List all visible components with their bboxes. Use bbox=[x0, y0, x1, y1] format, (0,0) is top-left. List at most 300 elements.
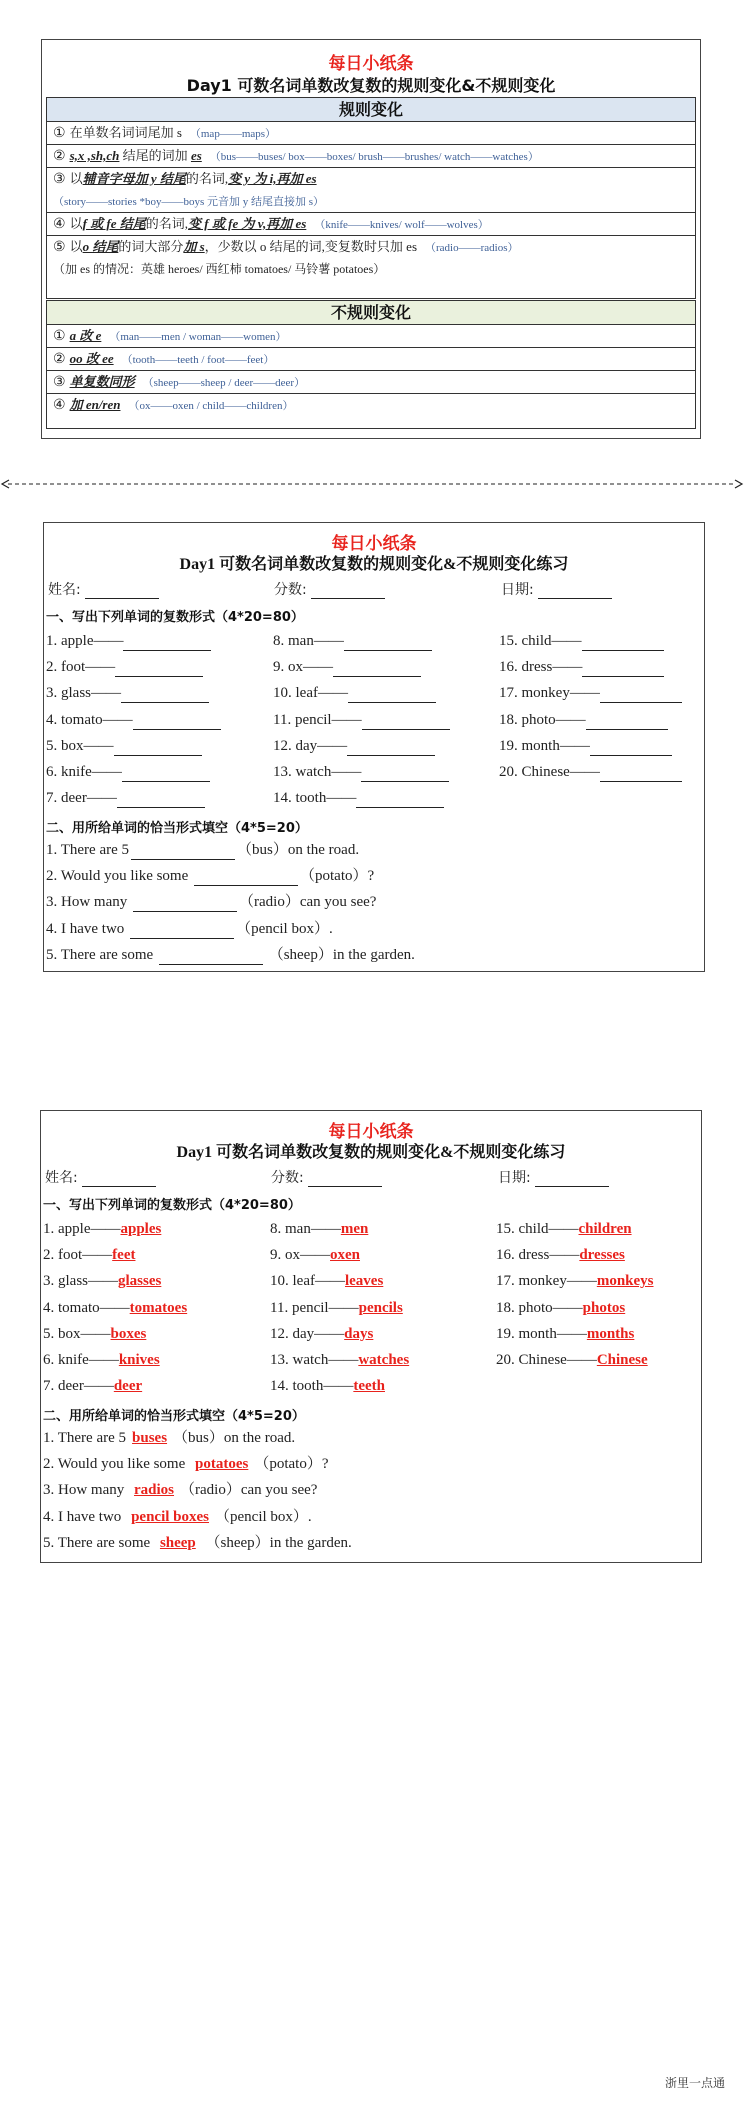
word-item bbox=[270, 1245, 360, 1265]
word-item bbox=[270, 1219, 368, 1239]
word-number: 18. bbox=[496, 1299, 515, 1316]
word-text: knife bbox=[61, 764, 92, 780]
word-item bbox=[46, 683, 209, 703]
dash: —— bbox=[569, 685, 600, 702]
word-text: dress bbox=[518, 1247, 550, 1264]
dash: —— bbox=[556, 1325, 587, 1342]
footer-brand: 浙里一点通 bbox=[665, 2076, 726, 2090]
sentence-start: 1. There are 5 bbox=[46, 842, 130, 858]
word-number: 9. bbox=[270, 1247, 282, 1264]
word-item bbox=[273, 736, 435, 756]
sentence-item bbox=[43, 1480, 317, 1500]
rule-number: ① bbox=[53, 126, 66, 141]
word-text: monkey bbox=[518, 1273, 567, 1290]
word-number: 1. bbox=[46, 633, 58, 649]
worksheet-subtitle: Day1 可数名词单数改复数的规则变化&不规则变化练习 bbox=[176, 1144, 566, 1161]
word-text: ox bbox=[285, 1247, 300, 1264]
dash: —— bbox=[555, 711, 586, 728]
word-item bbox=[46, 710, 221, 730]
word-number: 11. bbox=[273, 711, 292, 728]
word-item bbox=[43, 1376, 142, 1396]
answer-worksheet bbox=[40, 1110, 702, 1563]
answer-text: sheep bbox=[159, 1534, 196, 1551]
word-text: foot bbox=[58, 1247, 83, 1264]
word-item bbox=[46, 788, 205, 808]
word-item bbox=[43, 1298, 187, 1318]
rule-text: 结尾的词加 bbox=[119, 148, 191, 163]
word-text: Chinese bbox=[521, 764, 570, 780]
word-item bbox=[496, 1219, 632, 1239]
answer-blank[interactable] bbox=[194, 870, 298, 886]
word-text: photo bbox=[518, 1299, 553, 1316]
sentence-hint: （potato）? bbox=[300, 868, 375, 885]
dash: —— bbox=[331, 711, 362, 728]
rule-key: oo 改 ee bbox=[69, 351, 114, 366]
sentence-item bbox=[43, 1454, 329, 1474]
word-number: 4. bbox=[43, 1299, 55, 1316]
dash: —— bbox=[551, 633, 582, 649]
regular-header: 规则变化 bbox=[47, 98, 695, 122]
rule-number: ① bbox=[53, 329, 66, 344]
word-number: 1. bbox=[43, 1221, 55, 1237]
dash: —— bbox=[328, 1352, 359, 1368]
word-text: tomato bbox=[58, 1299, 100, 1316]
word-number: 5. bbox=[46, 737, 58, 754]
word-text: tomato bbox=[61, 711, 103, 728]
answer-blank[interactable] bbox=[586, 714, 668, 730]
word-item bbox=[273, 762, 449, 782]
regular-rule-5 bbox=[47, 236, 695, 280]
sentence-item bbox=[46, 919, 333, 939]
regular-rule-2 bbox=[47, 145, 695, 168]
word-text: deer bbox=[58, 1378, 84, 1395]
sentence-item bbox=[46, 840, 359, 860]
worksheet-subtitle: Day1 可数名词单数改复数的规则变化&不规则变化练习 bbox=[179, 556, 569, 573]
answer-blank[interactable] bbox=[582, 635, 664, 651]
sentence-item bbox=[46, 892, 376, 912]
word-item bbox=[496, 1350, 648, 1370]
irregular-rule-1 bbox=[47, 325, 695, 348]
answer-blank[interactable] bbox=[123, 635, 211, 651]
rule-number: ④ bbox=[53, 398, 66, 413]
word-item bbox=[496, 1271, 654, 1291]
word-text: leaf bbox=[295, 685, 318, 702]
dash: —— bbox=[91, 685, 121, 702]
word-number: 15. bbox=[496, 1221, 515, 1237]
sentence-hint: （radio）can you see? bbox=[239, 894, 377, 911]
word-item bbox=[273, 657, 421, 677]
word-number: 17. bbox=[499, 685, 518, 702]
sentence-item bbox=[46, 945, 415, 965]
sentence-hint: （bus）on the road. bbox=[237, 842, 360, 858]
word-number: 12. bbox=[270, 1325, 289, 1342]
answer-blank[interactable] bbox=[362, 714, 450, 730]
word-text: photo bbox=[521, 711, 556, 728]
answer-text: pencils bbox=[358, 1299, 403, 1316]
dash: —— bbox=[99, 1299, 130, 1316]
rule-example: （knife——knives/ wolf——wolves） bbox=[314, 219, 489, 231]
rule-example-2: （加 es 的情况：英雄 heroes/ 西红柿 tomatoes/ 马铃薯 potatoes） bbox=[53, 262, 386, 276]
answer-text: months bbox=[586, 1325, 635, 1342]
dash: —— bbox=[82, 1247, 113, 1264]
word-text: apple bbox=[58, 1221, 91, 1237]
dash: —— bbox=[310, 1221, 341, 1237]
score-field bbox=[271, 1167, 382, 1187]
word-number: 8. bbox=[273, 633, 285, 649]
answer-blank[interactable] bbox=[348, 687, 436, 703]
answer-text: knives bbox=[118, 1352, 160, 1368]
word-text: man bbox=[288, 633, 314, 649]
dash: —— bbox=[566, 1273, 597, 1290]
dash: —— bbox=[86, 790, 117, 807]
answer-blank[interactable] bbox=[130, 923, 234, 939]
word-item bbox=[43, 1245, 135, 1265]
word-item bbox=[496, 1298, 625, 1318]
word-item bbox=[499, 683, 682, 703]
word-text: monkey bbox=[521, 685, 570, 702]
score-blank[interactable] bbox=[311, 585, 385, 599]
word-item bbox=[270, 1271, 383, 1291]
answer-blank[interactable] bbox=[122, 766, 210, 782]
date-blank[interactable] bbox=[535, 1173, 609, 1187]
dash: —— bbox=[552, 659, 583, 676]
rule-text: 在单数名词词尾加 s bbox=[69, 125, 182, 140]
word-number: 14. bbox=[270, 1378, 289, 1395]
word-number: 19. bbox=[499, 737, 518, 754]
word-item bbox=[273, 788, 444, 808]
name-field bbox=[45, 1167, 156, 1187]
word-text: tooth bbox=[292, 1378, 324, 1395]
dash: —— bbox=[314, 1273, 345, 1290]
sentence-hint: （sheep）in the garden. bbox=[264, 946, 415, 963]
section-1-heading: 一、写出下列单词的复数形式（4*20=80） bbox=[43, 1198, 301, 1213]
answer-text: leaves bbox=[344, 1273, 384, 1290]
dash: —— bbox=[326, 790, 357, 807]
rule-key: a 改 e bbox=[69, 328, 102, 343]
word-item bbox=[270, 1324, 373, 1344]
date-field bbox=[498, 1167, 609, 1187]
dash: —— bbox=[559, 737, 590, 754]
answer-text: tomatoes bbox=[129, 1299, 188, 1316]
irregular-rule-2 bbox=[47, 348, 695, 371]
rule-text: 以 bbox=[69, 216, 83, 231]
word-number: 13. bbox=[273, 764, 292, 780]
sentence-hint: （pencil box）. bbox=[236, 920, 333, 937]
sentence-start: 2. Would you like some bbox=[46, 868, 193, 885]
word-item bbox=[43, 1350, 160, 1370]
answer-blank[interactable] bbox=[600, 687, 682, 703]
answer-text: potatoes bbox=[195, 1456, 249, 1473]
word-item bbox=[46, 736, 202, 756]
dash: —— bbox=[569, 764, 600, 780]
worksheet-title: 每日小纸条 bbox=[331, 534, 417, 554]
word-text: glass bbox=[61, 685, 91, 702]
word-text: pencil bbox=[294, 711, 332, 728]
word-text: month bbox=[518, 1325, 557, 1342]
date-label: 日期: bbox=[498, 1170, 531, 1186]
word-number: 19. bbox=[496, 1325, 515, 1342]
rule-key2: 变 f 或 fe 为 v,再加 es bbox=[188, 216, 307, 231]
dash: —— bbox=[102, 711, 133, 728]
rule-number: ④ bbox=[53, 217, 66, 232]
word-text: box bbox=[61, 737, 84, 754]
dash: —— bbox=[566, 1352, 597, 1368]
dash: —— bbox=[93, 633, 124, 649]
word-number: 11. bbox=[270, 1299, 289, 1316]
answer-blank[interactable] bbox=[117, 792, 205, 808]
word-number: 6. bbox=[43, 1352, 55, 1368]
rule-number: ⑤ bbox=[53, 240, 66, 255]
answer-blank[interactable] bbox=[356, 792, 444, 808]
answer-blank[interactable] bbox=[131, 844, 235, 860]
answer-text: radios bbox=[134, 1482, 175, 1499]
word-number: 10. bbox=[273, 685, 292, 702]
sentence-start: 4. I have two bbox=[46, 920, 129, 937]
word-number: 16. bbox=[499, 659, 518, 676]
sentence-start: 2. Would you like some bbox=[43, 1456, 190, 1473]
answer-text: dresses bbox=[579, 1247, 625, 1264]
blank-worksheet bbox=[43, 522, 705, 972]
answer-blank[interactable] bbox=[114, 740, 202, 756]
word-number: 13. bbox=[270, 1352, 289, 1368]
rule-example: （map——maps） bbox=[189, 128, 277, 140]
answer-blank[interactable] bbox=[121, 687, 209, 703]
answer-blank[interactable] bbox=[361, 766, 449, 782]
word-text: glass bbox=[58, 1273, 88, 1290]
sentence-start: 5. There are some bbox=[46, 946, 157, 963]
sentence-start: 3. How many bbox=[43, 1482, 128, 1499]
answer-blank[interactable] bbox=[159, 949, 263, 965]
irregular-header: 不规则变化 bbox=[47, 301, 695, 325]
sentence-start: 5. There are some bbox=[43, 1534, 154, 1551]
name-label: 姓名: bbox=[45, 1170, 78, 1186]
answer-text: oxen bbox=[330, 1247, 360, 1264]
dash: —— bbox=[91, 764, 122, 780]
answer-blank[interactable] bbox=[133, 896, 237, 912]
irregular-rule-4 bbox=[47, 394, 695, 416]
rules-card bbox=[41, 39, 701, 439]
word-item bbox=[43, 1324, 146, 1344]
word-number: 16. bbox=[496, 1247, 515, 1264]
date-blank[interactable] bbox=[538, 585, 612, 599]
word-number: 7. bbox=[46, 790, 58, 807]
dash: —— bbox=[303, 659, 333, 676]
word-number: 17. bbox=[496, 1273, 515, 1290]
word-number: 15. bbox=[499, 633, 518, 649]
word-text: man bbox=[285, 1221, 311, 1237]
word-number: 8. bbox=[270, 1221, 282, 1237]
score-field bbox=[274, 579, 385, 599]
word-item bbox=[273, 710, 450, 730]
word-item bbox=[499, 657, 664, 677]
rule-text-post: 的名词, bbox=[185, 171, 229, 186]
irregular-rules-table bbox=[46, 300, 696, 429]
regular-rule-4 bbox=[47, 213, 695, 236]
dash: —— bbox=[313, 633, 344, 649]
word-item bbox=[43, 1271, 161, 1291]
answer-blank[interactable] bbox=[582, 661, 664, 677]
dash: —— bbox=[328, 1299, 359, 1316]
score-blank[interactable] bbox=[308, 1173, 382, 1187]
rule-number: ② bbox=[53, 149, 66, 164]
dash: —— bbox=[83, 737, 114, 754]
name-blank[interactable] bbox=[85, 585, 159, 599]
word-item bbox=[499, 710, 668, 730]
word-number: 9. bbox=[273, 659, 285, 676]
sentence-hint: （bus）on the road. bbox=[173, 1430, 296, 1446]
sentence-start: 1. There are 5 bbox=[43, 1430, 127, 1446]
name-label: 姓名: bbox=[48, 582, 81, 598]
word-number: 20. bbox=[499, 764, 518, 780]
rule-example: （radio——radios） bbox=[425, 242, 519, 254]
word-item bbox=[273, 683, 436, 703]
dash: —— bbox=[548, 1221, 579, 1237]
answer-blank[interactable] bbox=[600, 766, 682, 782]
answer-text: men bbox=[340, 1221, 369, 1237]
answer-blank[interactable] bbox=[333, 661, 421, 677]
word-text: child bbox=[521, 633, 552, 649]
answer-blank[interactable] bbox=[590, 740, 672, 756]
rule-number: ② bbox=[53, 352, 66, 367]
word-number: 20. bbox=[496, 1352, 515, 1368]
answer-text: pencil boxes bbox=[131, 1508, 209, 1525]
word-text: day bbox=[292, 1325, 315, 1342]
date-field bbox=[501, 579, 612, 599]
dash: —— bbox=[317, 685, 348, 702]
word-item bbox=[270, 1376, 385, 1396]
rule-key: s,x ,sh,ch bbox=[69, 148, 120, 163]
word-item bbox=[46, 631, 211, 651]
answer-text: children bbox=[578, 1221, 632, 1237]
word-number: 4. bbox=[46, 711, 58, 728]
sentence-hint: （pencil box）. bbox=[215, 1508, 312, 1525]
dash: —— bbox=[314, 1325, 345, 1342]
word-item bbox=[499, 762, 682, 782]
word-item bbox=[496, 1245, 625, 1265]
word-item bbox=[499, 736, 672, 756]
rule-key2: 变 y 为 i,再加 es bbox=[228, 171, 317, 186]
answer-text: glasses bbox=[118, 1273, 162, 1290]
answer-text: photos bbox=[582, 1299, 626, 1316]
name-blank[interactable] bbox=[82, 1173, 156, 1187]
answer-blank[interactable] bbox=[347, 740, 435, 756]
rules-subtitle: Day1 可数名词单数改复数的规则变化&不规则变化 bbox=[186, 76, 556, 95]
answer-text: days bbox=[344, 1325, 374, 1342]
word-number: 10. bbox=[270, 1273, 289, 1290]
word-number: 18. bbox=[499, 711, 518, 728]
dash: —— bbox=[90, 1221, 121, 1237]
rule-key: 加 en/ren bbox=[69, 397, 121, 412]
answer-blank[interactable] bbox=[115, 661, 203, 677]
word-text: dress bbox=[521, 659, 553, 676]
answer-text: teeth bbox=[353, 1378, 385, 1395]
rule-key2: 加 s bbox=[183, 239, 205, 254]
rule-key: 辅音字母加 y 结尾 bbox=[82, 171, 186, 186]
word-text: leaf bbox=[292, 1273, 315, 1290]
rule-key2: es bbox=[190, 148, 202, 163]
sentence-start: 4. I have two bbox=[43, 1508, 126, 1525]
answer-text: apples bbox=[120, 1221, 162, 1237]
answer-text: deer bbox=[113, 1378, 143, 1395]
word-number: 12. bbox=[273, 737, 292, 754]
rule-example: （tooth——teeth / foot——feet） bbox=[121, 354, 275, 366]
word-number: 2. bbox=[43, 1247, 55, 1264]
rule-text: 以 bbox=[69, 239, 83, 254]
rule-key: 单复数同形 bbox=[69, 374, 135, 389]
word-text: box bbox=[58, 1325, 81, 1342]
answer-blank[interactable] bbox=[133, 714, 221, 730]
dash: —— bbox=[552, 1299, 583, 1316]
word-number: 3. bbox=[46, 685, 58, 702]
answer-text: boxes bbox=[110, 1325, 147, 1342]
irregular-rule-3 bbox=[47, 371, 695, 394]
word-number: 6. bbox=[46, 764, 58, 780]
word-text: watch bbox=[295, 764, 332, 780]
sentence-item bbox=[43, 1507, 312, 1527]
rule-key: o 结尾 bbox=[82, 239, 119, 254]
word-item bbox=[43, 1219, 161, 1239]
rule-number: ③ bbox=[53, 375, 66, 390]
word-text: month bbox=[521, 737, 560, 754]
rule-number: ③ bbox=[53, 172, 66, 187]
word-text: ox bbox=[288, 659, 303, 676]
answer-text: buses bbox=[132, 1430, 168, 1446]
worksheet-title: 每日小纸条 bbox=[328, 1122, 414, 1142]
dash: —— bbox=[85, 659, 116, 676]
rule-text-post: 的名词, bbox=[145, 216, 189, 231]
word-number: 5. bbox=[43, 1325, 55, 1342]
rule-text-post2: ，少数以 o 结尾的词,变复数时只加 es bbox=[204, 239, 418, 254]
answer-text: watches bbox=[358, 1352, 410, 1368]
rule-key: f 或 fe 结尾 bbox=[82, 216, 146, 231]
word-item bbox=[270, 1298, 403, 1318]
sentence-start: 3. How many bbox=[46, 894, 131, 911]
sentence-hint: （potato）? bbox=[254, 1456, 329, 1473]
score-label: 分数: bbox=[271, 1170, 304, 1186]
word-text: tooth bbox=[295, 790, 327, 807]
rule-example: （man——men / woman——women） bbox=[109, 331, 287, 343]
sentence-item bbox=[43, 1533, 352, 1553]
cut-line-divider bbox=[0, 478, 744, 490]
rule-example: （bus——buses/ box——boxes/ brush——brushes/ watch——watches） bbox=[209, 151, 539, 163]
dash: —— bbox=[80, 1325, 111, 1342]
word-text: knife bbox=[58, 1352, 89, 1368]
word-item bbox=[273, 631, 432, 651]
word-item bbox=[46, 657, 203, 677]
regular-rule-3 bbox=[47, 168, 695, 213]
word-text: foot bbox=[61, 659, 86, 676]
score-label: 分数: bbox=[274, 582, 307, 598]
sentence-hint: （sheep）in the garden. bbox=[201, 1534, 352, 1551]
rule-text: 以 bbox=[69, 171, 83, 186]
dash: —— bbox=[331, 764, 362, 780]
rule-example: （ox——oxen / child——children） bbox=[128, 400, 294, 412]
sentence-hint: （radio）can you see? bbox=[180, 1482, 318, 1499]
word-text: pencil bbox=[291, 1299, 329, 1316]
dash: —— bbox=[88, 1352, 119, 1368]
dash: —— bbox=[88, 1273, 118, 1290]
section-2-heading: 二、用所给单词的恰当形式填空（4*5=20） bbox=[43, 1409, 305, 1424]
word-item bbox=[496, 1324, 634, 1344]
word-item bbox=[499, 631, 664, 651]
word-item bbox=[46, 762, 210, 782]
answer-blank[interactable] bbox=[344, 635, 432, 651]
answer-text: Chinese bbox=[596, 1352, 648, 1368]
word-text: Chinese bbox=[518, 1352, 567, 1368]
date-label: 日期: bbox=[501, 582, 534, 598]
sentence-item bbox=[46, 866, 374, 886]
rule-example: （story——stories *boy——boys 元音加 y 结尾直接加 s） bbox=[53, 196, 325, 208]
